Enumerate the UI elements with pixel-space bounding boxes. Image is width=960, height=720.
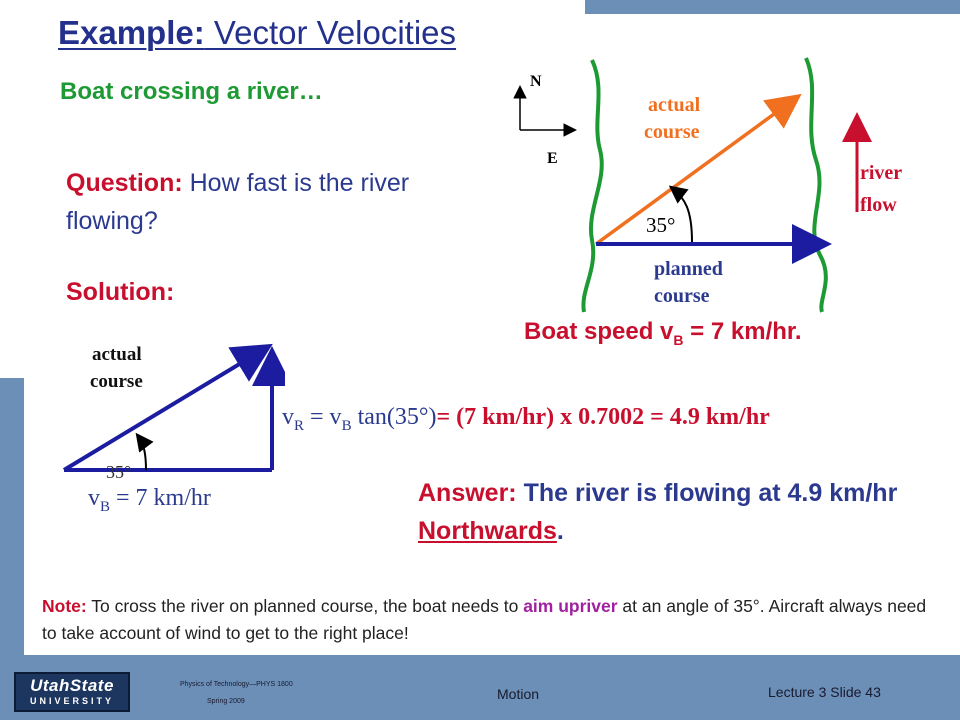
triangle-actual-course-label: actual course <box>90 344 143 392</box>
answer-text: Answer: The river is flowing at 4.9 km/hr Northwards. <box>418 479 898 545</box>
answer-direction: Northwards <box>418 517 557 545</box>
question-label: Question: <box>66 169 183 197</box>
boat-speed-statement: Boat speed $v_B = 7$ km/hr. <box>524 318 802 348</box>
note-text: Note: To cross the river on planned course, the boat needs to aim upriver at an angle of 35°. Aircraft always need to take account of wind to get to the right place! <box>42 596 927 643</box>
triangle-angle-arc <box>138 436 146 470</box>
left-edge-bar <box>0 378 24 655</box>
river-bank-left <box>583 60 601 312</box>
course-term: Spring 2009 <box>207 698 245 705</box>
planned-course-label: planned course <box>654 258 723 307</box>
compass-e-label: E <box>547 150 558 167</box>
actual-course-label: actual course <box>644 94 701 143</box>
utah-state-logo: UtahState UNIVERSITY <box>14 672 130 712</box>
note-aim-upriver: aim upriver <box>523 596 618 616</box>
triangle-angle-label: 35° <box>106 462 132 482</box>
river-crossing-diagram <box>500 50 940 315</box>
slide-number: Lecture 3 Slide 43 <box>768 684 881 700</box>
lecture-topic: Motion <box>497 686 540 702</box>
angle-label: 35° <box>646 213 676 237</box>
top-right-bar <box>585 0 960 14</box>
answer-label: Answer: <box>418 479 517 507</box>
velocity-triangle-diagram <box>60 330 285 520</box>
slide-title: Example: Vector Velocities <box>58 14 457 51</box>
equation-result: = (7 km/hr) x 0.7002 = 4.9 km/hr <box>436 404 770 430</box>
river-flow-label: river flow <box>860 162 903 216</box>
note-label: Note: <box>42 596 87 616</box>
course-name: Physics of Technology—PHYS 1800 <box>180 681 293 688</box>
river-bank-right <box>806 58 826 312</box>
river-speed-equation: $v_R = v_B$ tan(35°)= (7 km/hr) x 0.7002 = 4.9 km/hr <box>282 404 770 434</box>
question-text: Question: How fast is the river flowing? <box>66 169 410 235</box>
actual-course-arrow <box>596 98 796 244</box>
solution-label: Solution: <box>66 278 175 306</box>
slide-subtitle: Boat crossing a river… <box>60 78 323 105</box>
triangle-hypotenuse-vector <box>64 348 266 470</box>
vb-label: $v_B = 7$ km/hr <box>88 485 211 515</box>
compass-n-label: N <box>530 73 542 90</box>
